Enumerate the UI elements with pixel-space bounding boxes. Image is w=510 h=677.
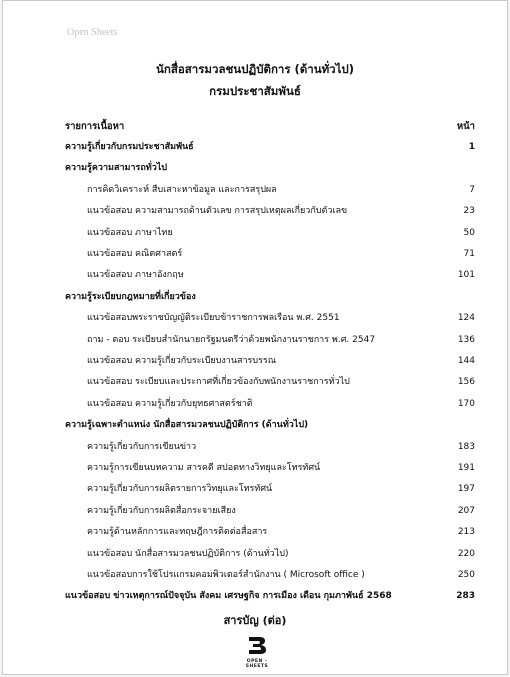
toc-section-row	[65, 160, 479, 176]
toc-entry-page-number: 101	[457, 270, 475, 281]
toc-entry-page-number: 23	[463, 206, 475, 217]
document-page	[2, 0, 508, 675]
toc-entry-row	[65, 246, 479, 262]
toc-entry-row	[65, 332, 479, 348]
toc-entry-label: ความรู้ด้านหลักการและทฤษฎีการติดต่อสื่อสาร	[87, 527, 268, 538]
watermark: Open Sheets	[67, 27, 118, 38]
toc-entry-page-number: 183	[457, 441, 475, 452]
toc-entry-label: แนวข้อสอบ นักสื่อสารมวลชนปฏิบัติการ (ด้านทั่วไป)	[87, 548, 289, 559]
toc-entry-row	[65, 567, 479, 583]
toc-entry-label: แนวข้อสอบ คณิตศาสตร์	[87, 249, 183, 259]
toc-entry-label: แนวข้อสอบการใช้โปรแกรมคอมพิวเตอร์สำนักงาน ( Microsoft office )	[87, 570, 365, 580]
document-title: นักสื่อสารมวลชนปฏิบัติการ (ด้านทั่วไป)	[156, 62, 354, 76]
logo-mark-icon	[246, 635, 268, 655]
toc-entry-label: แนวข้อสอบ ระเบียบและประกาศที่เกี่ยวข้องกับพนักงานราชการทั่วไป	[87, 377, 350, 388]
toc-section-row	[65, 417, 479, 433]
toc-entry-row	[65, 182, 479, 198]
open-sheets-logo	[237, 635, 277, 669]
toc-entry-page-number: 1	[468, 142, 475, 152]
toc-section-row	[65, 289, 479, 305]
toc-entry-label: แนวข้อสอบ ความสามารถด้านตัวเลข การสรุปเหตุผลเกี่ยวกับตัวเลข	[87, 206, 348, 217]
toc-entry-page-number: 207	[457, 505, 475, 516]
toc-entry-page-number: 144	[457, 356, 475, 366]
toc-entry-label: ความรู้เฉพาะตำแหน่ง นักสื่อสารมวลชนปฏิบัติการ (ด้านทั่วไป)	[65, 420, 309, 431]
toc-entry-label: ความรู้เกี่ยวกับการผลิตรายการวิทยุและโทรทัศน์	[87, 484, 273, 495]
toc-entry-page-number: 50	[463, 227, 475, 238]
toc-entry-label: ความรู้ระเบียบกฎหมายที่เกี่ยวข้อง	[65, 291, 196, 302]
toc-entry-page-number: 124	[457, 313, 475, 324]
toc-entry-label: ความรู้เกี่ยวกับการผลิตสื่อกระจายเสียง	[87, 505, 236, 516]
toc-entry-page-number: 250	[457, 570, 475, 580]
toc-entry-page-number: 191	[457, 463, 475, 473]
toc-entry-page-number: 213	[457, 527, 475, 538]
toc-entry-row	[65, 396, 479, 412]
toc-entry-label: ความรู้เกี่ยวกับการเขียนข่าว	[87, 441, 197, 452]
toc-entry-row	[65, 439, 479, 455]
toc-entry-page-number: 71	[463, 249, 475, 259]
document-subtitle: กรมประชาสัมพันธ์	[209, 84, 301, 98]
toc-entry-row	[65, 374, 479, 390]
toc-entry-page-number: 283	[456, 591, 475, 602]
toc-continued-heading: สารบัญ (ต่อ)	[223, 614, 287, 627]
toc-entry-row	[65, 310, 479, 326]
logo-caption: OPEN - SHEETS	[245, 659, 269, 669]
toc-entry-page-number: 7	[469, 184, 475, 195]
toc-section-row	[65, 588, 479, 604]
toc-entry-page-number: 170	[457, 398, 475, 409]
toc-entry-label: ความรู้การเขียนบทความ สารคดี สปอตทางวิทยุและโทรทัศน์	[87, 463, 321, 473]
toc-header-label: รายการเนื้อหา	[65, 121, 125, 132]
toc-entry-row	[65, 203, 479, 219]
toc-entry-page-number: 197	[457, 484, 475, 495]
toc-entry-label: ความรู้เกี่ยวกับกรมประชาสัมพันธ์	[65, 142, 194, 152]
toc-entry-row	[65, 481, 479, 497]
toc-entry-page-number: 220	[457, 548, 475, 559]
toc-entry-row	[65, 225, 479, 241]
toc-entry-page-number: 156	[457, 377, 475, 388]
toc-entry-label: แนวข้อสอบ ความรู้เกี่ยวกับระเบียบงานสารบรรณ	[87, 356, 277, 366]
toc-entry-row	[65, 267, 479, 283]
toc-entry-label: แนวข้อสอบพระราชบัญญัติระเบียบข้าราชการพลเรือน พ.ศ. 2551	[87, 313, 340, 324]
toc-entry-label: ความรู้ความสามารถทั่วไป	[65, 163, 167, 174]
toc-entry-row	[65, 503, 479, 519]
toc-entry-label: แนวข้อสอบ ความรู้เกี่ยวกับยุทธศาสตร์ชาติ	[87, 398, 253, 409]
toc-entry-label: การคิดวิเคราะห์ สืบเสาะหาข้อมูล และการสรุปผล	[87, 184, 277, 195]
toc-entry-row	[65, 460, 479, 476]
toc-header-page-label: หน้า	[456, 121, 475, 132]
toc-entry-row	[65, 524, 479, 540]
toc-entry-row	[65, 546, 479, 562]
toc-entry-page-number: 136	[457, 334, 475, 345]
toc-entry-label: แนวข้อสอบ ข่าวเหตุการณ์ปัจจุบัน สังคม เศรษฐกิจ การเมือง เดือน กุมภาพันธ์ 2568	[65, 591, 392, 602]
toc-entry-label: แนวข้อสอบ ภาษาไทย	[87, 227, 173, 238]
toc-entry-label: ถาม - ตอบ ระเบียบสำนักนายกรัฐมนตรีว่าด้วยพนักงานราชการ พ.ศ. 2547	[87, 334, 376, 345]
toc-section-row	[65, 139, 479, 155]
toc-entry-row	[65, 353, 479, 369]
toc-header-row	[65, 119, 479, 135]
toc-entry-label: แนวข้อสอบ ภาษาอังกฤษ	[87, 270, 184, 281]
